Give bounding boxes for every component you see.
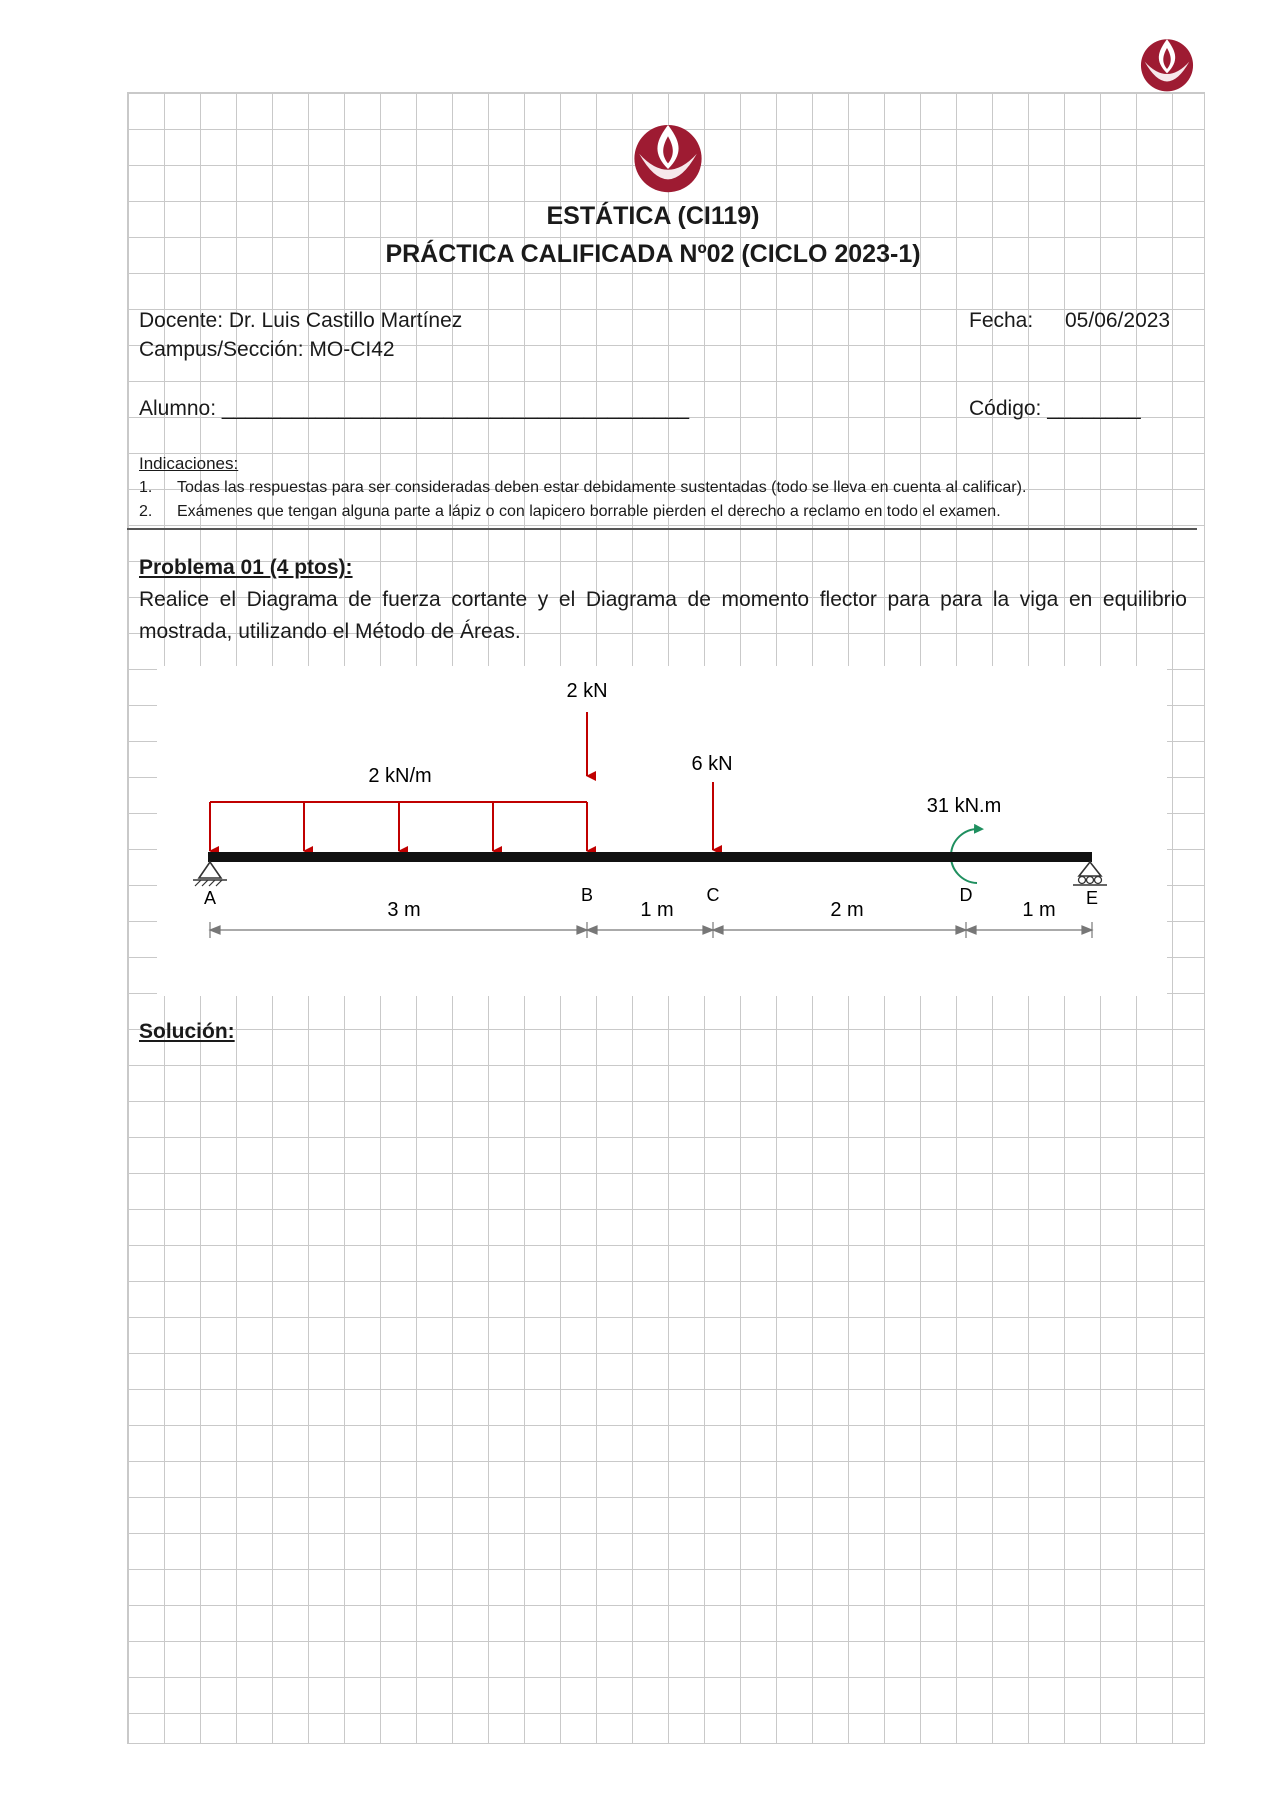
indication-item	[139, 479, 1026, 497]
solution-title: Solución:	[139, 1020, 235, 1043]
moment-label: 31 kN.m	[926, 795, 1002, 817]
beam	[208, 852, 1092, 862]
point-load-c-label: 6 kN	[691, 753, 733, 775]
problem-statement: Realice el Diagrama de fuerza cortante y el Diagrama de momento flector para para la viga en equilibrio mostrada, utilizando el Método de Áreas.	[139, 588, 1187, 643]
point-load-b-label: 2 kN	[566, 680, 608, 702]
span-label: 3 m	[387, 899, 421, 921]
dimension-line	[210, 922, 1092, 938]
campus-text: Campus/Sección: MO-CI42	[139, 338, 395, 361]
point-label-d: D	[959, 885, 973, 905]
beam-diagram	[157, 666, 1167, 996]
fecha-label: Fecha:	[969, 309, 1034, 332]
point-label-a: A	[203, 888, 217, 908]
indications-title: Indicaciones:	[139, 454, 239, 473]
problem-title: Problema 01 (4 ptos):	[139, 556, 353, 579]
roller-support-icon	[1073, 862, 1107, 885]
fecha-value: 05/06/2023	[1065, 309, 1171, 332]
point-label-c: C	[706, 885, 720, 905]
indication-number: 1.	[139, 479, 153, 496]
span-label: 2 m	[830, 899, 864, 921]
beam-figure	[157, 666, 1167, 996]
alumno-field: Alumno: ________________________________________	[139, 397, 690, 420]
indication-text: Todas las respuestas para ser consideradas deben estar debidamente sustentadas (todo se lleva en cuenta al calificar).	[177, 479, 1027, 496]
point-label-b: B	[580, 885, 594, 905]
indication-text: Exámenes que tengan alguna parte a lápiz o con lapicero borrable pierden el derecho a reclamo en todo el examen.	[177, 503, 1001, 520]
upc-logo-icon	[1136, 26, 1198, 96]
distributed-load-label: 2 kN/m	[368, 765, 432, 787]
docente-text: Docente: Dr. Luis Castillo Martínez	[139, 309, 463, 332]
section-divider	[127, 528, 1197, 530]
indication-item	[139, 503, 1001, 521]
exam-subtitle: PRÁCTICA CALIFICADA Nº02 (CICLO 2023-1)	[385, 240, 921, 268]
point-label-e: E	[1085, 888, 1099, 908]
exam-title: ESTÁTICA (CI119)	[546, 202, 760, 230]
pin-support-icon	[193, 862, 227, 886]
upc-logo-icon	[628, 108, 708, 198]
span-label: 1 m	[1022, 899, 1056, 921]
codigo-field: Código: ________	[969, 397, 1141, 420]
indication-number: 2.	[139, 503, 153, 520]
span-label: 1 m	[640, 899, 674, 921]
